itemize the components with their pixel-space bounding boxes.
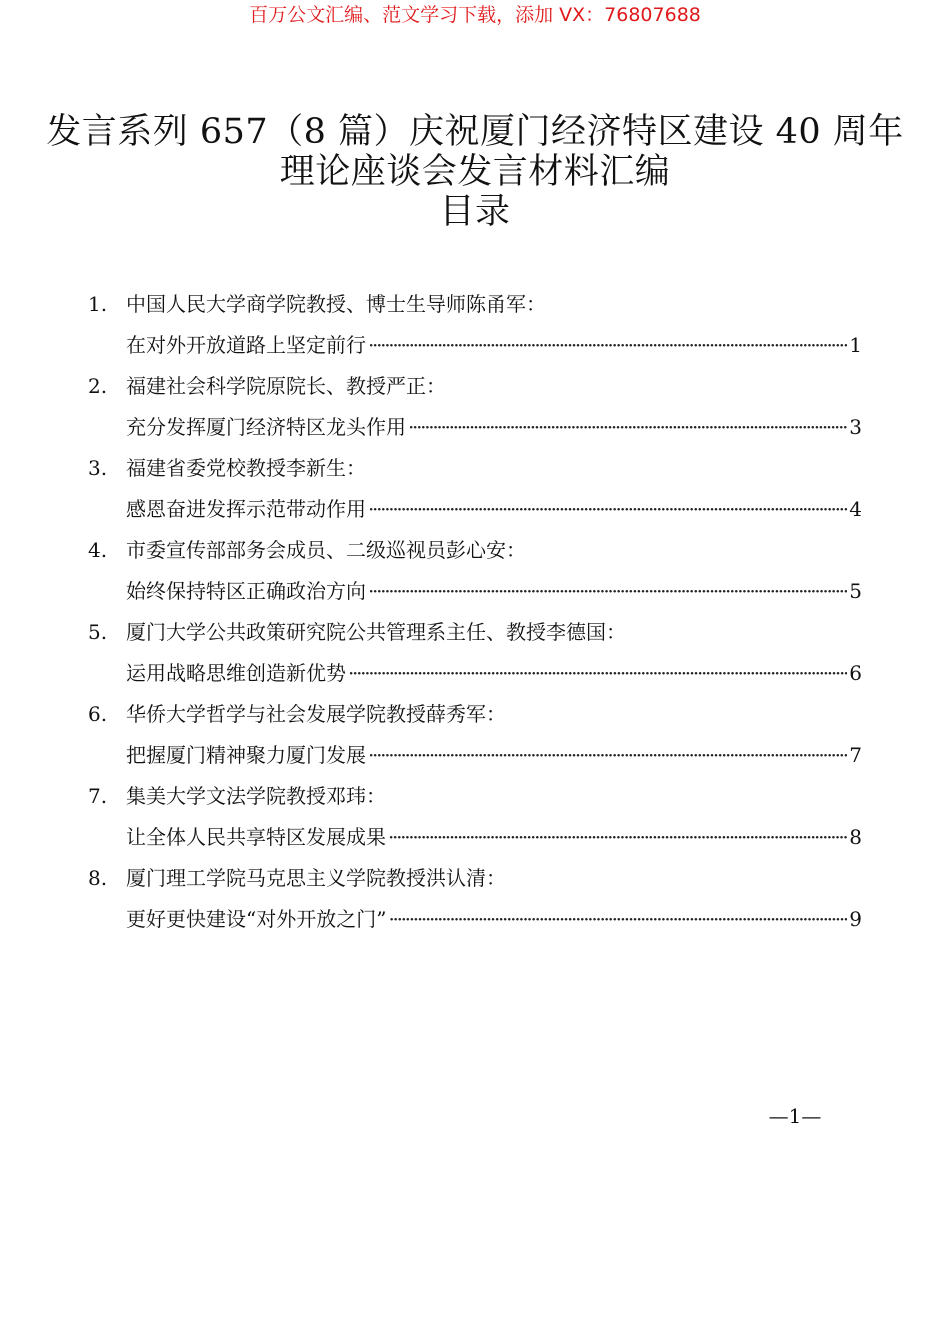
toc-entry-title: 把握厦门精神聚力厦门发展: [126, 743, 366, 767]
toc-entry-title: 感恩奋进发挥示范带动作用: [126, 497, 366, 521]
toc-entry-6[interactable]: [88, 694, 862, 776]
table-of-contents: [88, 284, 862, 940]
toc-entry-author: 中国人民大学商学院教授、博士生导师陈甬军：: [126, 292, 546, 316]
title-line-1: 发言系列 657（8 篇）庆祝厦门经济特区建设 40 周年: [46, 112, 904, 152]
toc-entry-title: 充分发挥厦门经济特区龙头作用: [126, 415, 406, 439]
toc-entry-number: 6.: [88, 702, 108, 726]
toc-entry-page: 6: [849, 661, 862, 685]
toc-entry-author: 市委宣传部部务会成员、二级巡视员彭心安：: [126, 538, 526, 562]
toc-entry-7[interactable]: [88, 776, 862, 858]
toc-entry-number: 2.: [88, 374, 108, 398]
toc-dot-leader: [386, 899, 847, 940]
toc-dot-leader: [366, 735, 847, 776]
toc-entry-2[interactable]: [88, 366, 862, 448]
toc-entry-number: 1.: [88, 292, 108, 316]
toc-dot-leader: [366, 489, 847, 530]
toc-entry-page: 1: [849, 333, 862, 357]
toc-entry-number: 3.: [88, 456, 108, 480]
toc-entry-title: 让全体人民共享特区发展成果: [126, 825, 386, 849]
toc-entry-3[interactable]: [88, 448, 862, 530]
toc-entry-page: 4: [849, 497, 862, 521]
toc-entry-4[interactable]: [88, 530, 862, 612]
toc-entry-number: 7.: [88, 784, 108, 808]
toc-entry-5[interactable]: [88, 612, 862, 694]
toc-entry-number: 8.: [88, 866, 108, 890]
toc-dot-leader: [346, 653, 847, 694]
toc-entry-page: 3: [849, 415, 862, 439]
toc-entry-number: 4.: [88, 538, 108, 562]
document-title: [0, 112, 950, 232]
toc-entry-author: 集美大学文法学院教授邓玮：: [126, 784, 386, 808]
toc-entry-page: 5: [849, 579, 862, 603]
toc-entry-title: 在对外开放道路上坚定前行: [126, 333, 366, 357]
toc-entry-author: 厦门理工学院马克思主义学院教授洪认清：: [126, 866, 506, 890]
toc-entry-title: 始终保持特区正确政治方向: [126, 579, 366, 603]
toc-entry-page: 9: [849, 907, 862, 931]
title-line-2: 理论座谈会发言材料汇编: [279, 152, 671, 192]
toc-dot-leader: [386, 817, 847, 858]
toc-dot-leader: [406, 407, 847, 448]
toc-entry-page: 8: [849, 825, 862, 849]
toc-entry-8[interactable]: [88, 858, 862, 940]
toc-entry-author: 福建省委党校教授李新生：: [126, 456, 366, 480]
toc-heading: 目录: [439, 192, 511, 232]
toc-entry-author: 厦门大学公共政策研究院公共管理系主任、教授李德国：: [126, 620, 626, 644]
toc-entry-author: 华侨大学哲学与社会发展学院教授薛秀军：: [126, 702, 506, 726]
promo-banner: 百万公文汇编、范文学习下载，添加 VX：76807688: [249, 4, 701, 26]
toc-dot-leader: [366, 325, 847, 366]
toc-entry-page: 7: [849, 743, 862, 767]
toc-entry-number: 5.: [88, 620, 108, 644]
toc-entry-1[interactable]: [88, 284, 862, 366]
toc-entry-author: 福建社会科学院原院长、教授严正：: [126, 374, 446, 398]
page-number: —1—: [768, 1104, 822, 1128]
toc-dot-leader: [366, 571, 847, 612]
toc-entry-title: 运用战略思维创造新优势: [126, 661, 346, 685]
toc-entry-title: 更好更快建设“对外开放之门”: [126, 907, 387, 931]
